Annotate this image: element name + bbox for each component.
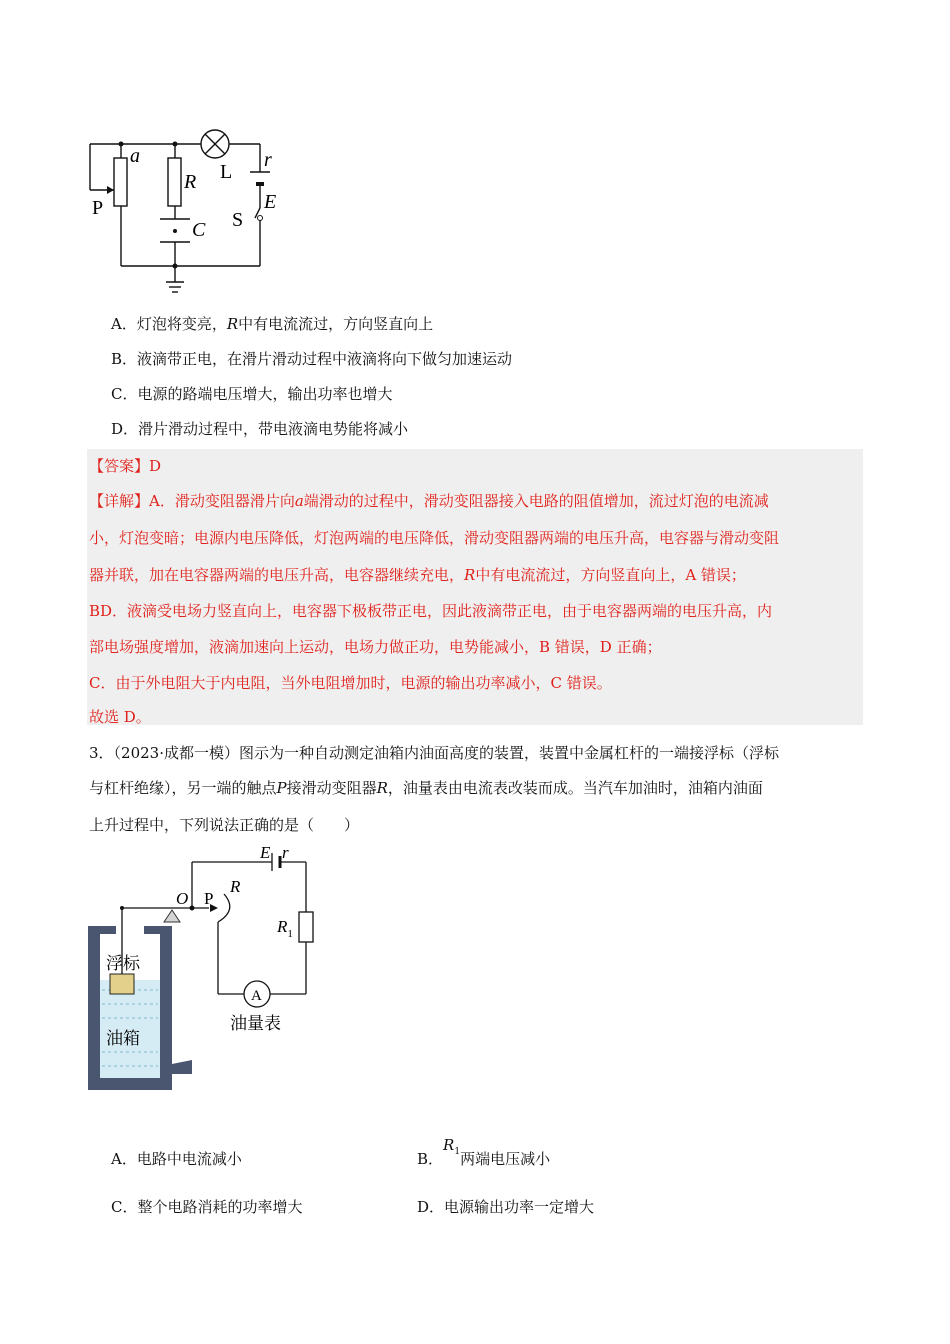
label-E2: E bbox=[260, 843, 271, 862]
q3-line2-a: 与杠杆绝缘），另一端的触点 bbox=[89, 779, 277, 797]
label-S: S bbox=[232, 209, 244, 231]
label-E: E bbox=[264, 191, 277, 213]
label-meter: 油量表 bbox=[230, 1014, 281, 1033]
q3-var-P: P bbox=[276, 779, 287, 797]
answer-explanation-line-4: BD．液滴受电场力竖直向上，电容器下极板带正电，因此液滴带正电，由于电容器两端的电压升高，内 bbox=[89, 602, 773, 620]
q3-option-b-var: R bbox=[443, 1136, 455, 1154]
label-R1-sub: 1 bbox=[287, 928, 293, 940]
q2-option-b: B．液滴带正电，在滑片滑动过程中液滴将向下做匀加速运动 bbox=[111, 350, 513, 368]
label-R2: R bbox=[230, 877, 241, 896]
answer-conclusion: 故选 D。 bbox=[89, 708, 151, 726]
label-float: 浮标 bbox=[106, 954, 140, 973]
q3-line2-c: ，油量表由电流表改装而成。当汽车加油时，油箱内油面 bbox=[387, 779, 763, 797]
q2-option-a bbox=[111, 313, 433, 334]
label-r2: r bbox=[282, 843, 289, 862]
q2-option-c: C．电源的路端电压增大，输出功率也增大 bbox=[111, 385, 393, 403]
ammeter-label: A bbox=[251, 988, 262, 1004]
answer-explanation-line-1 bbox=[89, 490, 769, 511]
circuit-diagram-1 bbox=[80, 122, 290, 302]
q3-option-c: C．整个电路消耗的功率增大 bbox=[111, 1198, 303, 1216]
question-3-line-3: 上升过程中，下列说法正确的是（ ） bbox=[89, 816, 360, 834]
question-3-line-2 bbox=[89, 777, 763, 798]
q2-option-d: D．滑片滑动过程中，带电液滴电势能将减小 bbox=[111, 420, 409, 438]
label-R1-main: R bbox=[277, 917, 288, 936]
q2-option-a-suffix: 中有电流流过，方向竖直向上 bbox=[238, 315, 434, 333]
q3-option-b-suffix: 两端电压减小 bbox=[460, 1150, 551, 1168]
answer-explanation-line-2: 小，灯泡变暗；电源内电压降低，灯泡两端的电压降低，滑动变阻器两端的电压升高，电容器与滑动变阻 bbox=[89, 529, 780, 547]
q2-option-a-prefix: A．灯泡将变亮， bbox=[111, 315, 227, 333]
explanation-prefix: 【详解】A．滑动变阻器滑片向 bbox=[89, 492, 295, 510]
explanation-var-a: a bbox=[294, 492, 304, 510]
label-R: R bbox=[184, 171, 197, 193]
q2-option-a-var: R bbox=[226, 315, 239, 333]
fuel-gauge-diagram bbox=[84, 838, 324, 1093]
q3-option-a: A．电路中电流减小 bbox=[111, 1150, 242, 1168]
explanation-line3-prefix: 器并联，加在电容器两端的电压升高，电容器继续充电， bbox=[89, 566, 465, 584]
q3-var-R: R bbox=[376, 779, 388, 797]
label-L: L bbox=[220, 161, 233, 183]
explanation-suffix: 端滑动的过程中，滑动变阻器接入电路的阻值增加，流过灯泡的电流减 bbox=[303, 492, 769, 510]
label-a: a bbox=[130, 145, 140, 167]
answer-explanation-line-6: C．由于外电阻大于内电阻，当外电阻增加时，电源的输出功率减小，C 错误。 bbox=[89, 674, 612, 692]
label-R1 bbox=[276, 917, 293, 940]
answer-explanation-line-5: 部电场强度增加，液滴加速向上运动，电场力做正功，电势能减小，B 错误，D 正确； bbox=[89, 638, 662, 656]
label-C: C bbox=[192, 219, 206, 241]
explanation-var-R: R bbox=[464, 566, 476, 584]
label-P: P bbox=[92, 197, 104, 219]
label-r: r bbox=[264, 149, 272, 171]
label-tank: 油箱 bbox=[106, 1029, 140, 1048]
explanation-line3-suffix: 中有电流流过，方向竖直向上，A 错误； bbox=[475, 566, 746, 584]
q3-option-b-sub: 1 bbox=[454, 1147, 461, 1157]
label-P2: P bbox=[204, 889, 214, 908]
label-O: O bbox=[176, 889, 189, 908]
q3-option-b-prefix: B． bbox=[417, 1150, 444, 1168]
question-3-line-1: 3．（2023·成都一模）图示为一种自动测定油箱内油面高度的装置，装置中金属杠杆的一端接浮标（浮标 bbox=[89, 744, 779, 762]
answer-label: 【答案】D bbox=[89, 457, 162, 475]
q3-line2-b: 接滑动变阻器 bbox=[286, 779, 377, 797]
q3-option-d: D．电源输出功率一定增大 bbox=[417, 1198, 595, 1216]
q3-option-b bbox=[417, 1136, 551, 1169]
answer-explanation-line-3 bbox=[89, 564, 746, 585]
